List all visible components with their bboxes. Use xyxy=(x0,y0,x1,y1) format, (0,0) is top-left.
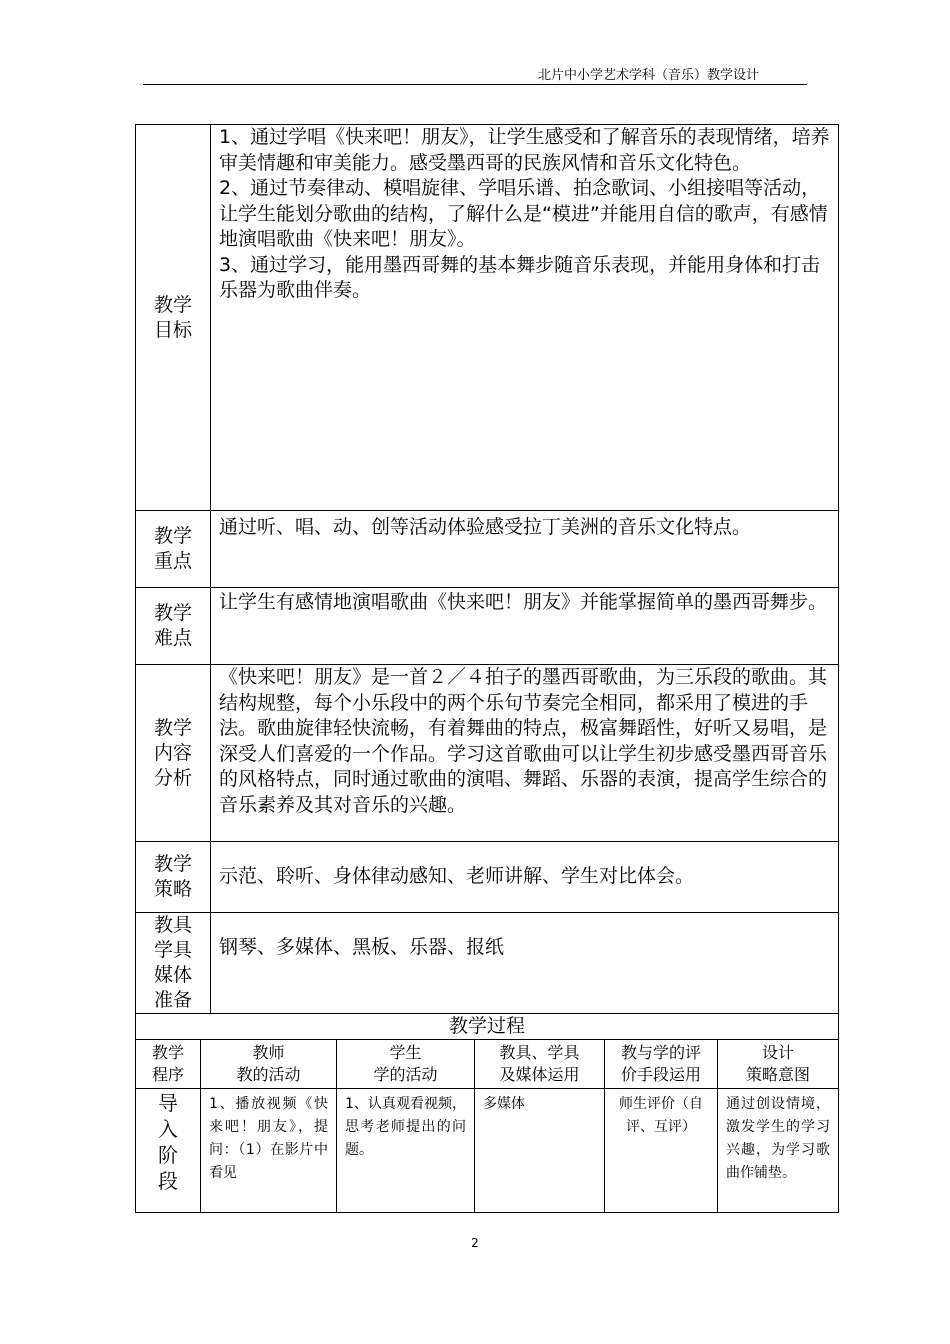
stage-cell: 导 入 阶 段 xyxy=(136,1089,201,1213)
difficulties-content: 让学生有感情地演唱歌曲《快来吧！朋友》并能掌握简单的墨西哥舞步。 xyxy=(211,588,839,665)
objectives-label: 教学 目标 xyxy=(136,125,211,511)
materials-row xyxy=(136,913,839,1014)
materials-content: 钢琴、多媒体、黑板、乐器、报纸 xyxy=(211,913,839,1014)
process-header-row xyxy=(136,1040,839,1089)
table-row xyxy=(136,1089,839,1213)
difficulties-label: 教学 难点 xyxy=(136,588,211,665)
process-title: 教学过程 xyxy=(136,1014,839,1040)
content-analysis-content: 《快来吧！朋友》是一首２／４拍子的墨西哥歌曲，为三乐段的歌曲。其结构规整，每个小乐段中的两个乐句节奏完全相同，都采用了模进的手法。歌曲旋律轻快流畅，有着舞曲的特点，极富舞蹈性，好听又易唱，是深受人们喜爱的一个作品。学习这首歌曲可以让学生初步感受墨西哥音乐的风格特点，同时通过歌曲的演唱、舞蹈、乐器的表演，提高学生综合的音乐素养及其对音乐的兴趣。 xyxy=(211,665,839,842)
evaluation-method: 师生评价（自评、互评） xyxy=(605,1089,718,1213)
media-usage: 多媒体 xyxy=(475,1089,605,1213)
strategy-content: 示范、聆听、身体律动感知、老师讲解、学生对比体会。 xyxy=(211,842,839,913)
col-student: 学生 学的活动 xyxy=(337,1040,475,1089)
objectives-row xyxy=(136,125,839,511)
col-teacher: 教师 教的活动 xyxy=(201,1040,337,1089)
objective-1: 1、通过学唱《快来吧！朋友》，让学生感受和了解音乐的表现情绪，培养审美情趣和审美能力。感受墨西哥的民族风情和音乐文化特色。 xyxy=(219,126,830,174)
teaching-process-table xyxy=(135,1013,839,1213)
strategy-row xyxy=(136,842,839,913)
student-activity: 1、认真观看视频，思考老师提出的问题。 xyxy=(337,1089,475,1213)
strategy-label: 教学 策略 xyxy=(136,842,211,913)
key-points-row xyxy=(136,511,839,588)
objective-3: 3、通过学习，能用墨西哥舞的基本舞步随音乐表现，并能用身体和打击乐器为歌曲伴奏。 xyxy=(219,253,821,301)
page-number: 2 xyxy=(471,1236,479,1250)
teacher-activity: 1、播放视频《快来吧！朋友》，提问：（1）在影片中看见 xyxy=(201,1089,337,1213)
col-intent: 设计 策略意图 xyxy=(718,1040,839,1089)
content-analysis-label: 教学 内容 分析 xyxy=(136,665,211,842)
col-media: 教具、学具 及媒体运用 xyxy=(475,1040,605,1089)
col-evaluation: 教与学的评 价手段运用 xyxy=(605,1040,718,1089)
content-analysis-row xyxy=(136,665,839,842)
difficulties-row xyxy=(136,588,839,665)
objective-2: 2、通过节奏律动、模唱旋律、学唱乐谱、拍念歌词、小组接唱等活动，让学生能划分歌曲的结构，了解什么是“模进”并能用自信的歌声，有感情地演唱歌曲《快来吧！朋友》。 xyxy=(219,177,828,250)
lesson-plan-table xyxy=(135,124,839,1014)
design-intent: 通过创设情境，激发学生的学习兴趣，为学习歌曲作铺垫。 xyxy=(718,1089,839,1213)
col-stage: 教学 程序 xyxy=(136,1040,201,1089)
header-title: 北片中小学艺术学科（音乐）教学设计 xyxy=(537,68,759,83)
key-points-content: 通过听、唱、动、创等活动体验感受拉丁美洲的音乐文化特点。 xyxy=(211,511,839,588)
objectives-content xyxy=(211,125,839,511)
materials-label: 教具 学具 媒体 准备 xyxy=(136,913,211,1014)
key-points-label: 教学 重点 xyxy=(136,511,211,588)
page-header xyxy=(143,60,807,85)
